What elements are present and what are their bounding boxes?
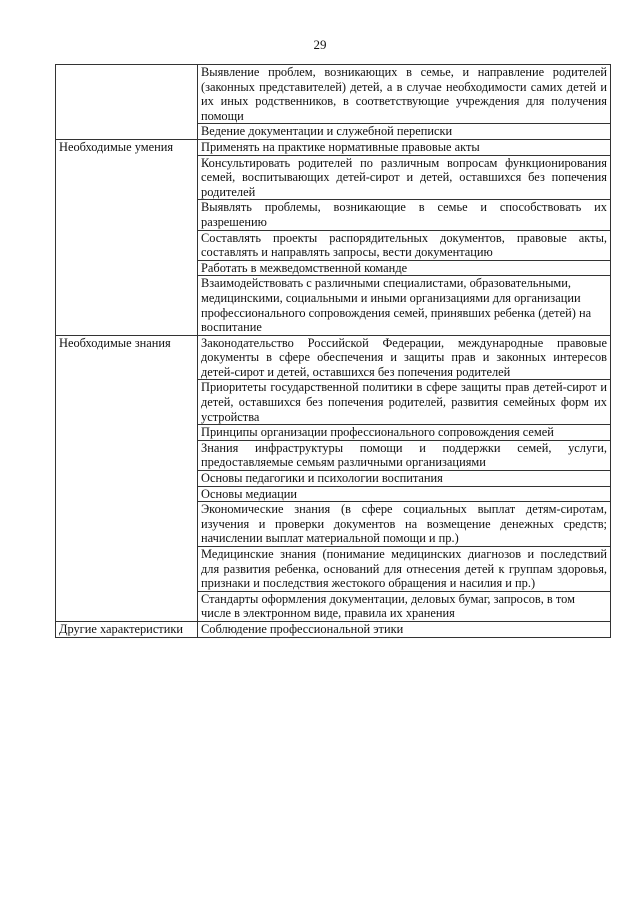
row-description: Основы педагогики и психологии воспитания (198, 471, 611, 487)
row-description: Применять на практике нормативные правовые акты (198, 139, 611, 155)
row-description: Медицинские знания (понимание медицинских диагнозов и последствий для развития ребенка, оснований для отнесения детей к группам здоровья, признаки и последствия жестокого обращения и насилия и пр.) (198, 547, 611, 592)
row-label (56, 65, 198, 140)
row-description: Приоритеты государственной политики в сфере защиты прав детей-сирот и детей, оставшихся без попечения родителей, развития семейных форм их устройства (198, 380, 611, 425)
row-description: Взаимодействовать с различными специалистами, образовательными, медицинскими, социальными и иными организациями для организации профессионального сопровождения семей, принявших ребенка (детей) на воспитание (198, 276, 611, 335)
row-description: Принципы организации профессионального сопровождения семей (198, 425, 611, 441)
row-description: Консультировать родителей по различным вопросам функционирования семей, воспитывающих детей-сирот и детей, оставшихся без попечения родителей (198, 155, 611, 200)
row-description: Соблюдение профессиональной этики (198, 621, 611, 637)
row-description: Выявлять проблемы, возникающие в семье и способствовать их разрешению (198, 200, 611, 230)
row-label-skills: Необходимые умения (56, 139, 198, 335)
row-description: Основы медиации (198, 486, 611, 502)
row-label-other: Другие характеристики (56, 621, 198, 637)
row-description: Работать в межведомственной команде (198, 260, 611, 276)
row-description: Выявление проблем, возникающих в семье, и направление родителей (законных представителей) детей, а в случае необходимости самих детей и их иных родственников, в соответствующие учреждения для получения помощи (198, 65, 611, 124)
row-description: Знания инфраструктуры помощи и поддержки семей, услуги, предоставляемые семьям различными организациями (198, 440, 611, 470)
row-label-knowledge: Необходимые знания (56, 335, 198, 621)
row-description: Законодательство Российской Федерации, международные правовые документы в сфере обеспечения и защиты прав и законных интересов детей-сирот и детей, оставшихся без попечения родителей (198, 335, 611, 380)
table-row (56, 335, 611, 380)
table-row (56, 621, 611, 637)
row-description: Экономические знания (в сфере социальных выплат детям-сиротам, изучения и проверки документов на возмещение денежных средств; начислении выплат материальной помощи и пр.) (198, 502, 611, 547)
table-row (56, 139, 611, 155)
competency-table (55, 64, 611, 638)
table-row (56, 65, 611, 124)
row-description: Стандарты оформления документации, деловых бумаг, запросов, в том числе в электронном виде, правила их хранения (198, 591, 611, 621)
row-description: Составлять проекты распорядительных документов, правовые акты, составлять и направлять запросы, вести документацию (198, 230, 611, 260)
page-number: 29 (313, 37, 327, 52)
row-description: Ведение документации и служебной переписки (198, 124, 611, 140)
